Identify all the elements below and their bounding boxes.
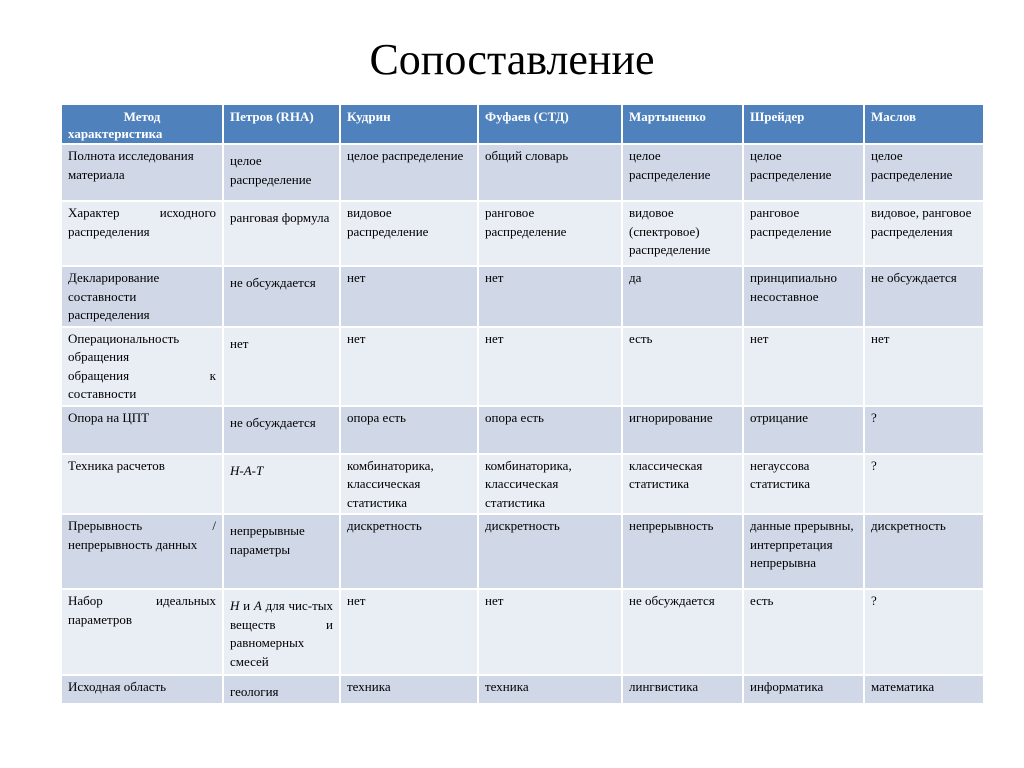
- cell-shreider: информатика: [743, 675, 864, 704]
- cell-fufaev: нет: [478, 266, 622, 327]
- cell-maslov: целое распределение: [864, 144, 984, 201]
- cell-martynenko: непрерывность: [622, 514, 743, 589]
- cell-petrov: H-A-T: [223, 454, 340, 515]
- table-row: [61, 201, 984, 266]
- cell-petrov: целое распределение: [223, 144, 340, 201]
- row-label-line2: [68, 367, 216, 386]
- header-corner-method: Метод: [123, 109, 161, 124]
- cell-martynenko: не обсуждается: [622, 589, 743, 675]
- row-label: Техника расчетов: [61, 454, 223, 515]
- cell-fufaev: опора есть: [478, 406, 622, 454]
- row-label-line2: параметров: [68, 611, 132, 627]
- row-label-word: Набор: [68, 593, 103, 608]
- cell-maslov: математика: [864, 675, 984, 704]
- row-label-word: Прерывность: [68, 518, 143, 533]
- cell-martynenko: лингвистика: [622, 675, 743, 704]
- header-maslov: Маслов: [864, 104, 984, 144]
- row-label-word: обращения: [68, 367, 130, 383]
- table-header-row: [61, 104, 984, 144]
- row-label: Исходная область: [61, 675, 223, 704]
- cell-shreider: данные прерывны, интерпретация непрерывна: [743, 514, 864, 589]
- cell-petrov-h: H: [230, 598, 240, 613]
- row-label-line1: [68, 592, 216, 611]
- cell-petrov: не обсуждается: [223, 266, 340, 327]
- cell-petrov-rest: для чис-тых веществ и равномерных смесей: [230, 598, 333, 669]
- row-label-line3: составности: [68, 386, 137, 401]
- cell-shreider: нет: [743, 327, 864, 406]
- comparison-table: [60, 103, 985, 705]
- table-row: [61, 144, 984, 201]
- cell-shreider: целое распределение: [743, 144, 864, 201]
- row-label-word: к: [209, 367, 216, 383]
- header-martynenko: Мартыненко: [622, 104, 743, 144]
- cell-petrov: ранговая формула: [223, 201, 340, 266]
- row-label: [61, 327, 223, 406]
- cell-shreider: есть: [743, 589, 864, 675]
- cell-fufaev: общий словарь: [478, 144, 622, 201]
- cell-shreider: принципиально несоставное: [743, 266, 864, 327]
- table-row: [61, 454, 984, 515]
- row-label-word: идеальных: [156, 593, 216, 608]
- table-row: [61, 327, 984, 406]
- cell-kudrin: опора есть: [340, 406, 478, 454]
- cell-kudrin: видовое распределение: [340, 201, 478, 266]
- cell-petrov: [223, 589, 340, 675]
- cell-martynenko: игнорирование: [622, 406, 743, 454]
- cell-martynenko: да: [622, 266, 743, 327]
- cell-martynenko: классическая статистика: [622, 454, 743, 515]
- header-kudrin: Кудрин: [340, 104, 478, 144]
- cell-petrov: геология: [223, 675, 340, 704]
- cell-maslov: видовое, ранговое распределения: [864, 201, 984, 266]
- cell-shreider: отрицание: [743, 406, 864, 454]
- cell-shreider: негауссова статистика: [743, 454, 864, 515]
- cell-fufaev: ранговое распределение: [478, 201, 622, 266]
- row-label: Опора на ЦПТ: [61, 406, 223, 454]
- cell-petrov-and: и: [239, 598, 254, 613]
- row-label: Полнота исследования материала: [61, 144, 223, 201]
- cell-kudrin: дискретность: [340, 514, 478, 589]
- header-petrov: Петров (RHA): [223, 104, 340, 144]
- table-row: [61, 675, 984, 704]
- cell-kudrin: техника: [340, 675, 478, 704]
- cell-kudrin: целое распределение: [340, 144, 478, 201]
- row-label: Декларирование составности распределения: [61, 266, 223, 327]
- cell-fufaev: техника: [478, 675, 622, 704]
- table-row: [61, 589, 984, 675]
- cell-kudrin: нет: [340, 327, 478, 406]
- row-label: [61, 514, 223, 589]
- table-row: [61, 266, 984, 327]
- header-fufaev: Фуфаев (СТД): [478, 104, 622, 144]
- row-label-line2: распределения: [68, 223, 150, 239]
- cell-martynenko: есть: [622, 327, 743, 406]
- row-label-line2: непрерывность данных: [68, 536, 198, 552]
- cell-martynenko: целое распределение: [622, 144, 743, 201]
- table-row: [61, 406, 984, 454]
- cell-shreider: ранговое распределение: [743, 201, 864, 266]
- header-corner: [61, 104, 223, 144]
- row-label-line1: [68, 204, 216, 223]
- cell-maslov: ?: [864, 406, 984, 454]
- header-shreider: Шрейдер: [743, 104, 864, 144]
- row-label: [61, 201, 223, 266]
- row-label-line1: Операциональность обращения: [68, 330, 180, 364]
- table-row: [61, 514, 984, 589]
- cell-maslov: нет: [864, 327, 984, 406]
- row-label-word: /: [212, 518, 216, 533]
- cell-fufaev: дискретность: [478, 514, 622, 589]
- cell-maslov: не обсуждается: [864, 266, 984, 327]
- cell-petrov: не обсуждается: [223, 406, 340, 454]
- row-label-word: Характер: [68, 205, 120, 220]
- cell-maslov: ?: [864, 454, 984, 515]
- cell-fufaev: нет: [478, 589, 622, 675]
- header-corner-characteristic: характеристика: [68, 126, 163, 141]
- cell-petrov: непрерывные параметры: [223, 514, 340, 589]
- cell-petrov-a: A: [253, 598, 262, 613]
- row-label: [61, 589, 223, 675]
- cell-kudrin: нет: [340, 589, 478, 675]
- cell-fufaev: нет: [478, 327, 622, 406]
- cell-petrov: нет: [223, 327, 340, 406]
- row-label-word: исходного: [159, 205, 216, 220]
- cell-kudrin: комбинаторика, классическая статистика: [340, 454, 478, 515]
- cell-kudrin: нет: [340, 266, 478, 327]
- cell-maslov: ?: [864, 589, 984, 675]
- row-label-line1: [68, 517, 216, 536]
- slide-title: Сопоставление: [369, 35, 655, 84]
- cell-martynenko: видовое (спектровое) распределение: [622, 201, 743, 266]
- cell-maslov: дискретность: [864, 514, 984, 589]
- cell-fufaev: комбинаторика, классическая статистика: [478, 454, 622, 515]
